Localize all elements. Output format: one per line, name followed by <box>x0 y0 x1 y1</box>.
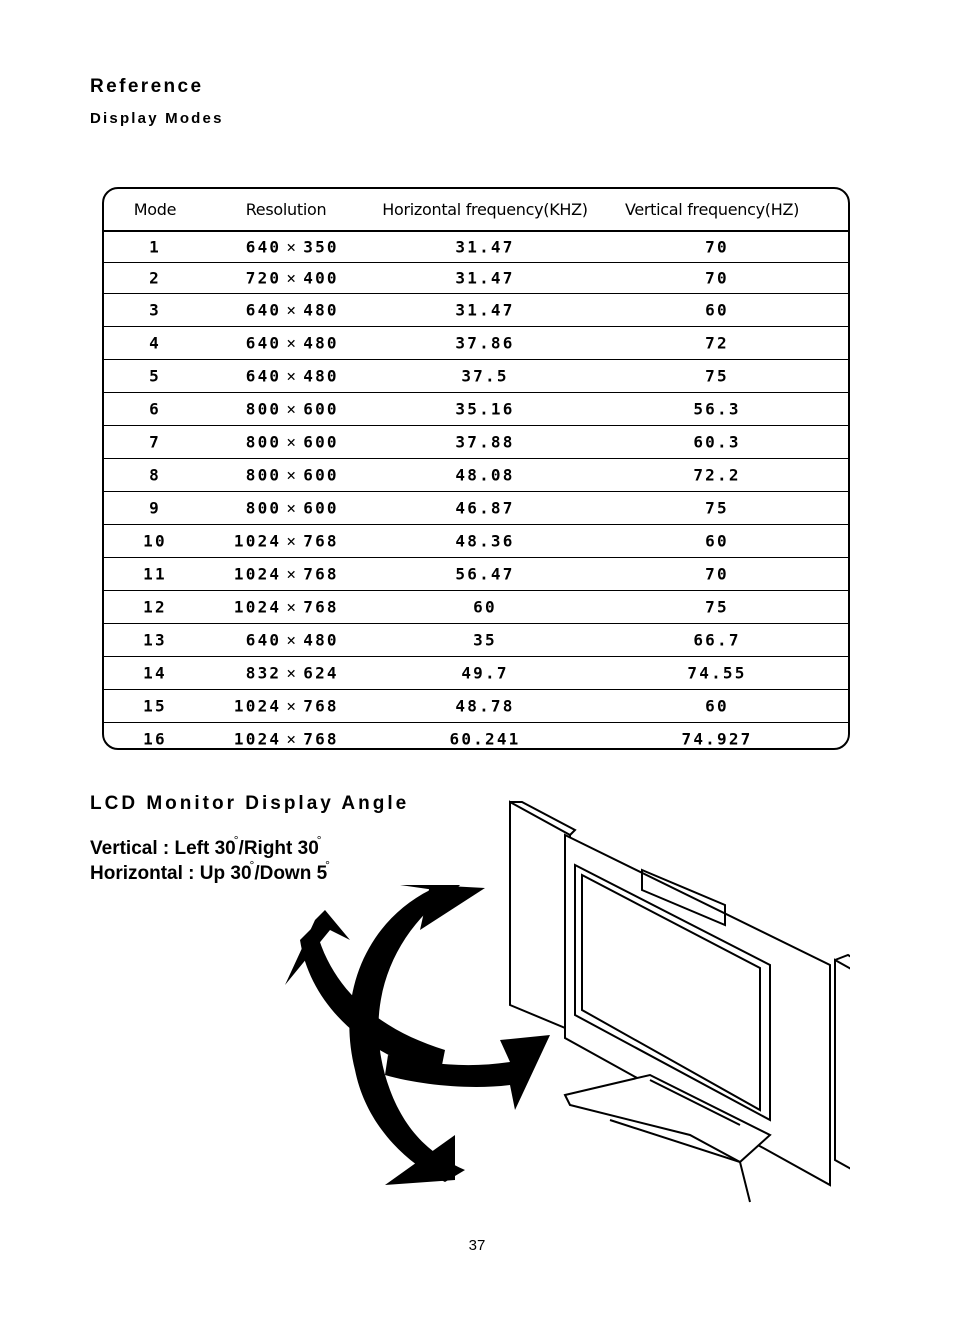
resolution-height: 600 <box>303 498 339 518</box>
cell-resolution <box>233 367 339 386</box>
cell-resolution <box>233 565 339 584</box>
resolution-height: 600 <box>303 465 339 485</box>
page-number: 37 <box>468 1237 486 1254</box>
table-row <box>104 232 848 263</box>
resolution-width: 800 <box>245 399 282 419</box>
cell-vfreq: 75 <box>705 498 729 518</box>
resolution-height: 600 <box>303 399 339 419</box>
resolution-height: 768 <box>303 696 339 716</box>
angle-section-title: LCD Monitor Display Angle <box>90 793 410 814</box>
resolution-height: 350 <box>303 237 339 257</box>
times-icon: × <box>286 333 299 353</box>
cell-vfreq: 66.7 <box>693 630 741 650</box>
cell-hfreq: 31.47 <box>455 268 515 288</box>
cell-mode: 16 <box>143 729 167 748</box>
times-icon: × <box>286 630 299 650</box>
times-icon: × <box>286 465 299 485</box>
cell-hfreq: 60.241 <box>449 729 521 748</box>
resolution-width: 1024 <box>233 564 282 584</box>
cell-hfreq: 35.16 <box>455 399 515 419</box>
table-row <box>104 360 848 393</box>
resolution-width: 640 <box>245 630 282 650</box>
resolution-width: 800 <box>245 498 282 518</box>
degree-icon: ° <box>249 858 255 872</box>
col-header-hfreq: Horizontal frequency(KHZ) <box>382 200 588 219</box>
resolution-width: 640 <box>245 333 282 353</box>
resolution-height: 768 <box>303 597 339 617</box>
table-row <box>104 558 848 591</box>
table-row <box>104 591 848 624</box>
cell-mode: 10 <box>143 531 167 551</box>
table-row <box>104 263 848 294</box>
cell-resolution <box>233 598 339 617</box>
degree-icon: ° <box>325 858 330 872</box>
cell-mode: 4 <box>149 333 161 353</box>
times-icon: × <box>286 564 299 584</box>
cell-vfreq: 70 <box>705 237 729 257</box>
resolution-width: 640 <box>245 300 282 320</box>
cell-mode: 2 <box>149 268 161 288</box>
table-row <box>104 657 848 690</box>
table-row <box>104 624 848 657</box>
table-row <box>104 690 848 723</box>
cell-mode: 15 <box>143 696 167 716</box>
resolution-height: 624 <box>303 663 339 683</box>
cell-resolution <box>233 238 339 257</box>
cell-vfreq: 60 <box>705 300 729 320</box>
cell-hfreq: 46.87 <box>455 498 515 518</box>
cell-hfreq: 37.86 <box>455 333 515 353</box>
cell-vfreq: 70 <box>705 268 729 288</box>
cell-mode: 14 <box>143 663 167 683</box>
resolution-height: 480 <box>303 630 339 650</box>
times-icon: × <box>286 366 299 386</box>
cell-mode: 6 <box>149 399 161 419</box>
cell-hfreq: 56.47 <box>455 564 515 584</box>
resolution-height: 768 <box>303 729 339 748</box>
cell-hfreq: 48.08 <box>455 465 515 485</box>
resolution-width: 720 <box>245 268 282 288</box>
cell-mode: 12 <box>143 597 167 617</box>
section-subtitle: Display Modes <box>90 110 224 127</box>
resolution-width: 800 <box>245 465 282 485</box>
cell-vfreq: 72.2 <box>693 465 741 485</box>
col-header-vfreq: Vertical frequency(HZ) <box>624 200 800 219</box>
cell-vfreq: 72 <box>705 333 729 353</box>
cell-resolution <box>233 400 339 419</box>
resolution-height: 600 <box>303 432 339 452</box>
resolution-width: 1024 <box>233 531 282 551</box>
col-header-resolution: Resolution <box>245 200 327 219</box>
cell-hfreq: 60 <box>473 597 497 617</box>
cell-resolution <box>233 729 339 748</box>
cell-vfreq: 74.55 <box>687 663 747 683</box>
vertical-angle-text: Vertical : Left 30°/Right 30° <box>90 833 322 859</box>
cell-hfreq: 48.36 <box>455 531 515 551</box>
times-icon: × <box>286 300 299 320</box>
times-icon: × <box>286 729 299 748</box>
degree-icon: ° <box>316 833 322 847</box>
cell-mode: 13 <box>143 630 167 650</box>
times-icon: × <box>286 531 299 551</box>
cell-mode: 7 <box>149 432 161 452</box>
table-row <box>104 393 848 426</box>
cell-vfreq: 70 <box>705 564 729 584</box>
resolution-height: 480 <box>303 333 339 353</box>
cell-mode: 9 <box>149 498 161 518</box>
cell-hfreq: 35 <box>473 630 497 650</box>
cell-vfreq: 75 <box>705 597 729 617</box>
cell-mode: 8 <box>149 465 161 485</box>
times-icon: × <box>286 432 299 452</box>
col-header-mode: Mode <box>133 200 177 219</box>
resolution-height: 768 <box>303 564 339 584</box>
cell-resolution <box>233 664 339 683</box>
resolution-width: 1024 <box>233 696 282 716</box>
degree-icon: ° <box>233 833 239 847</box>
cell-resolution <box>233 499 339 518</box>
cell-hfreq: 49.7 <box>461 663 509 683</box>
resolution-height: 480 <box>303 300 339 320</box>
cell-mode: 1 <box>149 237 161 257</box>
table-row <box>104 459 848 492</box>
table-row <box>104 492 848 525</box>
resolution-width: 1024 <box>233 729 282 748</box>
cell-vfreq: 60 <box>705 696 729 716</box>
times-icon: × <box>286 663 299 683</box>
resolution-height: 768 <box>303 531 339 551</box>
cell-resolution <box>233 269 339 288</box>
display-modes-table <box>102 187 850 750</box>
cell-resolution <box>233 433 339 452</box>
resolution-width: 640 <box>245 237 282 257</box>
resolution-height: 480 <box>303 366 339 386</box>
cell-resolution <box>233 466 339 485</box>
resolution-width: 1024 <box>233 597 282 617</box>
table-row <box>104 327 848 360</box>
cell-hfreq: 31.47 <box>455 237 515 257</box>
times-icon: × <box>286 696 299 716</box>
cell-vfreq: 74.927 <box>681 729 753 748</box>
cell-resolution <box>233 697 339 716</box>
cell-vfreq: 75 <box>705 366 729 386</box>
cell-vfreq: 56.3 <box>693 399 741 419</box>
cell-hfreq: 37.88 <box>455 432 515 452</box>
cell-mode: 5 <box>149 366 161 386</box>
resolution-width: 800 <box>245 432 282 452</box>
cell-mode: 3 <box>149 300 161 320</box>
table-row <box>104 294 848 327</box>
cell-vfreq: 60 <box>705 531 729 551</box>
table-row <box>104 426 848 459</box>
resolution-width: 832 <box>245 663 282 683</box>
horizontal-angle-text: Horizontal : Up 30°/Down 5° <box>90 858 330 884</box>
cell-vfreq: 60.3 <box>693 432 741 452</box>
table-row <box>104 525 848 558</box>
monitor-angle-illustration <box>270 790 850 1210</box>
lcd-monitor-icon <box>510 802 850 1210</box>
table-header <box>104 189 848 232</box>
cell-resolution <box>233 301 339 320</box>
resolution-height: 400 <box>303 268 339 288</box>
cell-hfreq: 31.47 <box>455 300 515 320</box>
cell-mode: 11 <box>143 564 167 584</box>
cell-resolution <box>233 334 339 353</box>
cell-resolution <box>233 532 339 551</box>
times-icon: × <box>286 399 299 419</box>
cell-hfreq: 48.78 <box>455 696 515 716</box>
table-row <box>104 723 848 750</box>
resolution-width: 640 <box>245 366 282 386</box>
times-icon: × <box>286 237 299 257</box>
times-icon: × <box>286 268 299 288</box>
section-title: Reference <box>90 76 204 97</box>
times-icon: × <box>286 498 299 518</box>
cell-hfreq: 37.5 <box>461 366 509 386</box>
cell-resolution <box>233 631 339 650</box>
times-icon: × <box>286 597 299 617</box>
